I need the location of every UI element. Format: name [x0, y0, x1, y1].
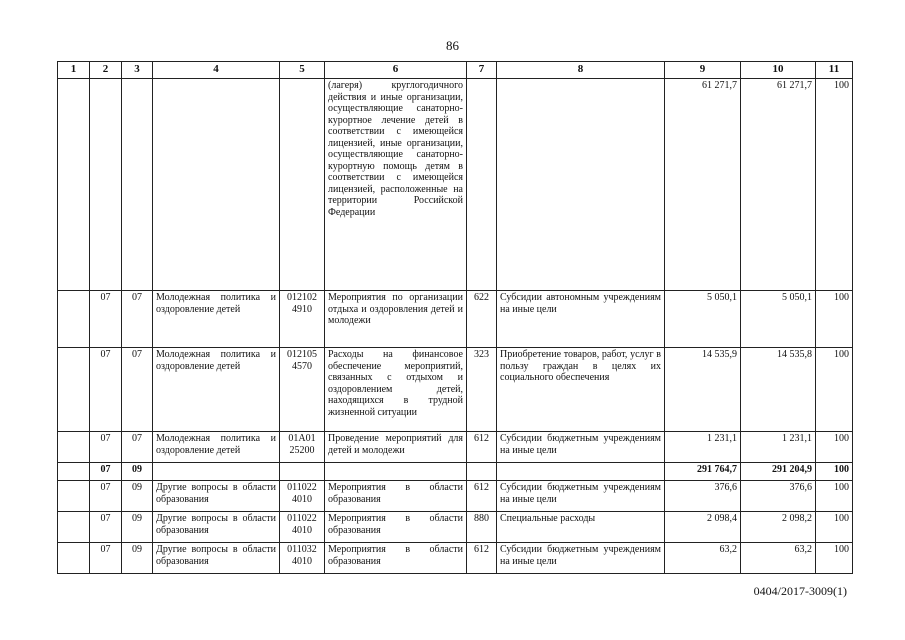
cell-expense-name: Специальные расходы [497, 512, 665, 543]
cell-planned: 291 764,7 [665, 463, 741, 481]
cell-target-code [280, 79, 325, 291]
cell-col1 [58, 432, 90, 463]
cell-expense-name: Приобретение товаров, работ, услуг в пользу граждан в целях их социального обеспечения [497, 348, 665, 432]
cell-col1 [58, 512, 90, 543]
cell-actual: 61 271,7 [741, 79, 816, 291]
table-row [58, 543, 853, 574]
cell-target-name: Мероприятия в области образования [325, 512, 467, 543]
cell-section-name [153, 463, 280, 481]
cell-expense-type [467, 79, 497, 291]
column-header: 10 [741, 62, 816, 79]
cell-planned: 376,6 [665, 481, 741, 512]
cell-col1 [58, 463, 90, 481]
cell-percent: 100 [816, 512, 853, 543]
cell-actual: 63,2 [741, 543, 816, 574]
column-header: 1 [58, 62, 90, 79]
cell-section [90, 79, 122, 291]
cell-expense-type [467, 463, 497, 481]
table-row [58, 291, 853, 348]
column-header: 8 [497, 62, 665, 79]
cell-percent: 100 [816, 463, 853, 481]
cell-expense-type: 612 [467, 543, 497, 574]
column-header: 3 [122, 62, 153, 79]
column-header: 6 [325, 62, 467, 79]
cell-percent: 100 [816, 291, 853, 348]
cell-subsection: 09 [122, 481, 153, 512]
cell-section: 07 [90, 512, 122, 543]
column-header-row [58, 62, 853, 79]
cell-col1 [58, 481, 90, 512]
cell-actual: 2 098,2 [741, 512, 816, 543]
cell-target-code: 012102 4910 [280, 291, 325, 348]
table-row [58, 512, 853, 543]
cell-percent: 100 [816, 543, 853, 574]
cell-planned: 1 231,1 [665, 432, 741, 463]
cell-col1 [58, 348, 90, 432]
cell-section-name: Другие вопросы в области образования [153, 512, 280, 543]
column-header: 7 [467, 62, 497, 79]
cell-target-name [325, 463, 467, 481]
cell-expense-type: 612 [467, 481, 497, 512]
cell-actual: 376,6 [741, 481, 816, 512]
cell-percent: 100 [816, 348, 853, 432]
cell-target-name: (лагеря) круглогодичного действия и иные организации, осуществляющие санаторно-курортное лечение детей в соответствии с имеющейся лицензией, иные организации, осуществляющие санаторно-курортную помощь детям в соответствии с имеющейся лицензией, расположенные на территории Российской Федерации [325, 79, 467, 291]
cell-subsection: 07 [122, 291, 153, 348]
cell-planned: 5 050,1 [665, 291, 741, 348]
budget-table [57, 61, 853, 574]
cell-expense-name [497, 463, 665, 481]
cell-col1 [58, 291, 90, 348]
cell-percent: 100 [816, 79, 853, 291]
cell-expense-type: 323 [467, 348, 497, 432]
cell-target-name: Расходы на финансовое обеспечение мероприятий, связанных с отдыхом и оздоровлением детей, находящихся в трудной жизненной ситуации [325, 348, 467, 432]
cell-section-name: Молодежная политика и оздоровление детей [153, 348, 280, 432]
cell-expense-type: 622 [467, 291, 497, 348]
cell-expense-name [497, 79, 665, 291]
cell-subsection: 09 [122, 512, 153, 543]
cell-expense-name: Субсидии бюджетным учреждениям на иные цели [497, 432, 665, 463]
cell-expense-name: Субсидии автономным учреждениям на иные цели [497, 291, 665, 348]
cell-planned: 61 271,7 [665, 79, 741, 291]
cell-section: 07 [90, 543, 122, 574]
cell-target-code: 011022 4010 [280, 512, 325, 543]
cell-section: 07 [90, 463, 122, 481]
column-header: 4 [153, 62, 280, 79]
cell-actual: 291 204,9 [741, 463, 816, 481]
column-header: 5 [280, 62, 325, 79]
cell-section: 07 [90, 432, 122, 463]
cell-section-name: Молодежная политика и оздоровление детей [153, 291, 280, 348]
cell-section: 07 [90, 348, 122, 432]
table-row [58, 481, 853, 512]
cell-section: 07 [90, 481, 122, 512]
cell-expense-name: Субсидии бюджетным учреждениям на иные цели [497, 543, 665, 574]
cell-section-name: Другие вопросы в области образования [153, 543, 280, 574]
cell-target-code: 011032 4010 [280, 543, 325, 574]
cell-subsection: 09 [122, 463, 153, 481]
cell-planned: 14 535,9 [665, 348, 741, 432]
cell-target-code: 011022 4010 [280, 481, 325, 512]
cell-target-code: 01А01 25200 [280, 432, 325, 463]
cell-actual: 1 231,1 [741, 432, 816, 463]
cell-planned: 2 098,4 [665, 512, 741, 543]
cell-subsection: 07 [122, 348, 153, 432]
cell-col1 [58, 543, 90, 574]
cell-planned: 63,2 [665, 543, 741, 574]
cell-expense-type: 612 [467, 432, 497, 463]
document-code: 0404/2017-3009(1) [753, 584, 847, 598]
cell-target-name: Мероприятия по организации отдыха и оздоровления детей и молодежи [325, 291, 467, 348]
cell-target-code [280, 463, 325, 481]
cell-section-name [153, 79, 280, 291]
cell-expense-type: 880 [467, 512, 497, 543]
cell-percent: 100 [816, 432, 853, 463]
cell-subsection [122, 79, 153, 291]
table-row [58, 432, 853, 463]
subtotal-row [58, 463, 853, 481]
table-row [58, 348, 853, 432]
column-header: 9 [665, 62, 741, 79]
cell-target-name: Проведение мероприятий для детей и молодежи [325, 432, 467, 463]
table-row [58, 79, 853, 291]
cell-percent: 100 [816, 481, 853, 512]
cell-actual: 14 535,8 [741, 348, 816, 432]
cell-target-name: Мероприятия в области образования [325, 543, 467, 574]
cell-section-name: Другие вопросы в области образования [153, 481, 280, 512]
cell-actual: 5 050,1 [741, 291, 816, 348]
cell-section-name: Молодежная политика и оздоровление детей [153, 432, 280, 463]
column-header: 11 [816, 62, 853, 79]
cell-section: 07 [90, 291, 122, 348]
column-header: 2 [90, 62, 122, 79]
cell-target-code: 012105 4570 [280, 348, 325, 432]
cell-col1 [58, 79, 90, 291]
cell-target-name: Мероприятия в области образования [325, 481, 467, 512]
cell-subsection: 09 [122, 543, 153, 574]
cell-expense-name: Субсидии бюджетным учреждениям на иные цели [497, 481, 665, 512]
page-number: 86 [446, 38, 459, 53]
cell-subsection: 07 [122, 432, 153, 463]
